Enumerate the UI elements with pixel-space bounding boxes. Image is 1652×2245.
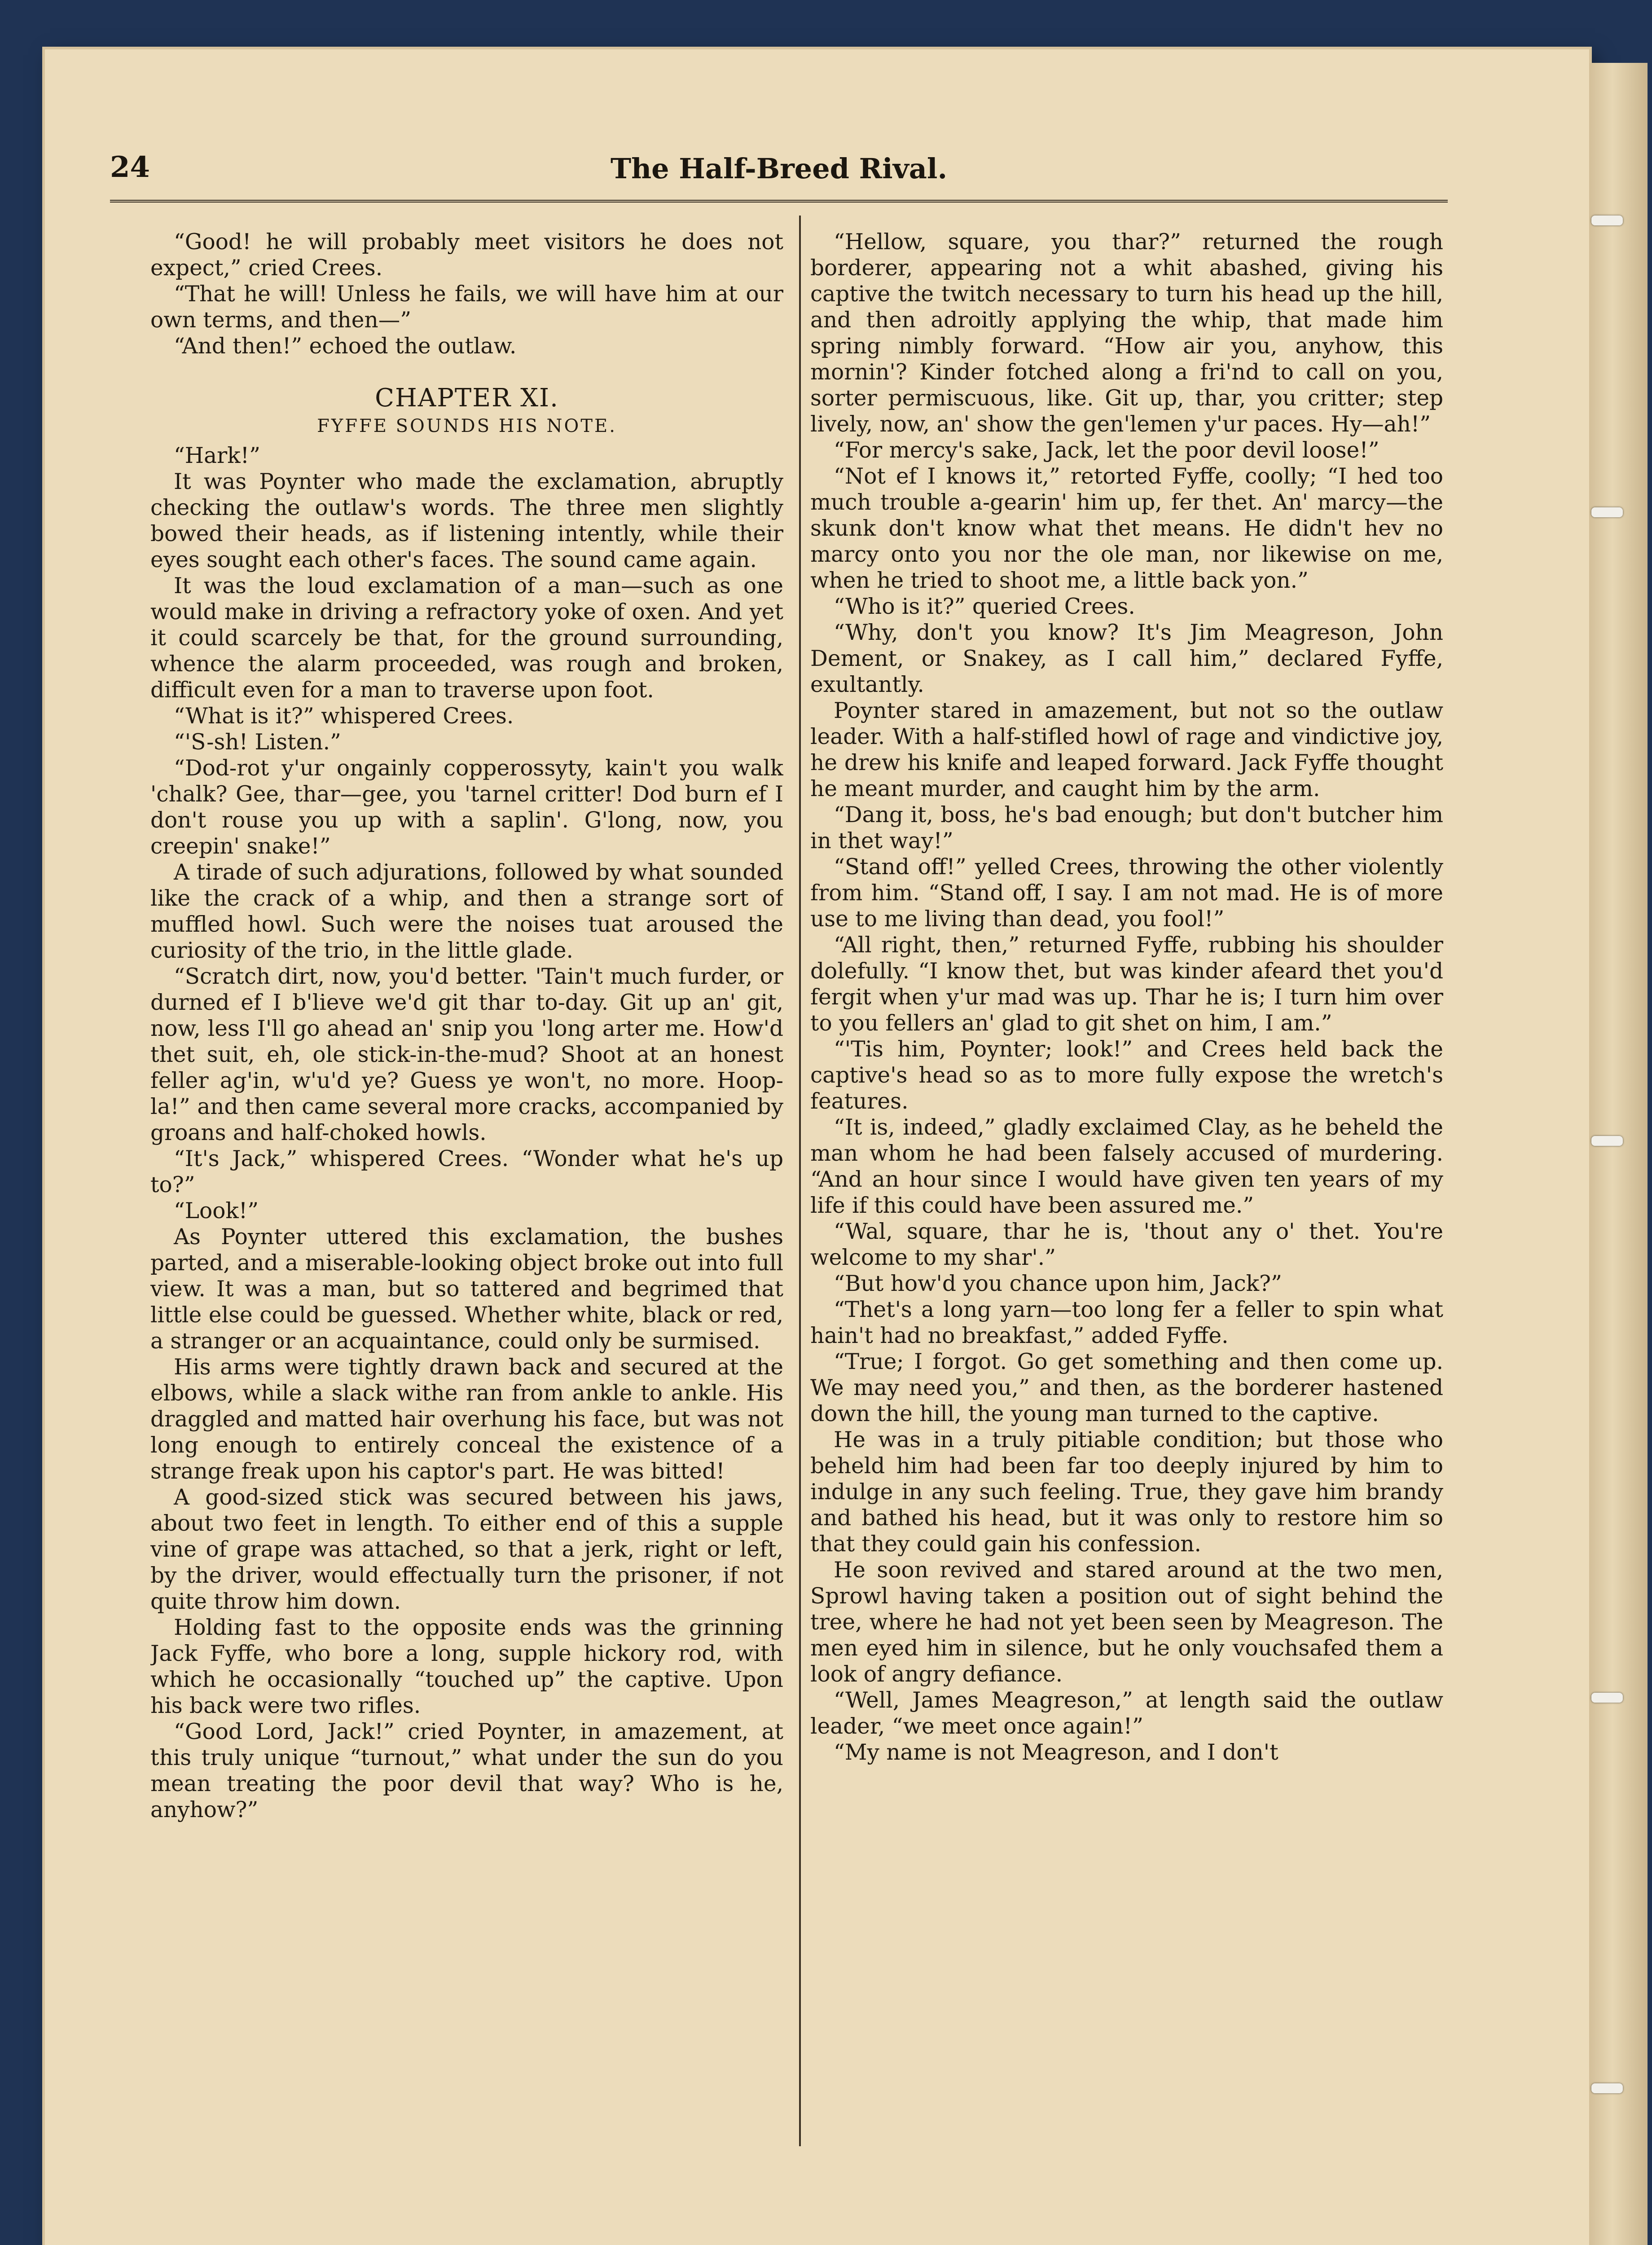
- staple: [1591, 1693, 1623, 1703]
- page-edge: [1589, 63, 1648, 2245]
- right-column: [810, 229, 1443, 2133]
- paragraph: A tirade of such adjurations, followed by what sounded like the crack of a whip, and then a strange sort of muffled howl. Such were the noises tuat aroused the curiosity of the trio, in the little glade.: [150, 860, 783, 963]
- paragraph: “Not ef I knows it,” retorted Fyffe, coolly; “I hed too much trouble a-gearin' him up, fer thet. An' marcy—the skunk don't know what thet means. He didn't hev no marcy onto you nor the ole man, nor likewise on me, when he tried to shoot me, a little back yon.”: [810, 464, 1443, 593]
- paragraph: “But how'd you chance upon him, Jack?”: [834, 1271, 1282, 1296]
- paragraph: “'Tis him, Poynter; look!” and Crees held back the captive's head so as to more fully expose the wretch's features.: [810, 1037, 1443, 1114]
- paragraph: “Stand off!” yelled Crees, throwing the other violently from him. “Stand off, I say. I am not mad. He is of more use to me living than dead, you fool!”: [810, 854, 1443, 932]
- paragraph: “Scratch dirt, now, you'd better. 'Tain't much furder, or durned ef I b'lieve we'd git thar to-day. Git up an' git, now, less I'll go ahead an' snip you 'long arter me. How'd thet suit, eh, ole stick-in-the-mud? Shoot at an honest feller ag'in, w'u'd ye? Guess ye won't, no more. Hoop-la!” and then came several more cracks, accompanied by groans and half-choked howls.: [150, 964, 783, 1145]
- paragraph: “My name is not Meagreson, and I don't: [834, 1740, 1279, 1765]
- paragraph: “All right, then,” returned Fyffe, rubbing his shoulder dolefully. “I know thet, but was kinder afeard thet you'd fergit when y'ur mad was up. Thar he is; I turn him over to you fellers an' glad to git shet on him, I am.”: [810, 933, 1443, 1036]
- paragraph: His arms were tightly drawn back and secured at the elbows, while a slack withe ran from ankle to ankle. His draggled and matted hair overhung his face, but was not long enough to entirely conceal the existence of a strange freak upon his captor's part. He was bitted!: [150, 1355, 783, 1484]
- left-column: [150, 229, 783, 2133]
- page-number: 24: [110, 150, 150, 184]
- staple: [1591, 2083, 1623, 2093]
- paragraph: “Good! he will probably meet visitors he does not expect,” cried Crees.: [150, 229, 783, 281]
- paragraph: “Thet's a long yarn—too long fer a feller to spin what hain't had no breakfast,” added Fyffe.: [810, 1297, 1443, 1348]
- paragraph: “It is, indeed,” gladly exclaimed Clay, as he beheld the man whom he had been falsely accused of murdering. “And an hour since I would have given ten years of my life if this could have been assured me.”: [810, 1115, 1443, 1218]
- staple: [1591, 507, 1623, 517]
- paragraph: “Good Lord, Jack!” cried Poynter, in amazement, at this truly unique “turnout,” what under the sun do you mean treating the poor devil that way? Who is he, anyhow?”: [150, 1719, 783, 1822]
- page-header: [110, 146, 1448, 202]
- paragraph: Holding fast to the opposite ends was the grinning Jack Fyffe, who bore a long, supple hickory rod, with which he occasionally “touched up” the captive. Upon his back were two rifles.: [150, 1615, 783, 1718]
- paragraph: Poynter stared in amazement, but not so the outlaw leader. With a half-stifled howl of rage and vindictive joy, he drew his knife and leaped forward. Jack Fyffe thought he meant murder, and caught him by the arm.: [810, 698, 1443, 801]
- chapter-subtitle: FYFFE SOUNDS HIS NOTE.: [317, 416, 617, 436]
- paragraph: “Dod-rot y'ur ongainly copperossyty, kain't you walk 'chalk? Gee, thar—gee, you 'tarnel critter! Dod burn ef I don't rouse you up with a saplin'. G'long, now, you creepin' snake!”: [150, 756, 783, 859]
- paragraph: “Look!”: [174, 1198, 259, 1224]
- paragraph: A good-sized stick was secured between his jaws, about two feet in length. To either end of this a supple vine of grape was attached, so that a jerk, right or left, by the driver, would effectually turn the prisoner, if not quite throw him down.: [150, 1485, 783, 1614]
- paragraph: As Poynter uttered this exclamation, the bushes parted, and a miserable-looking object broke out into full view. It was a man, but so tattered and begrimed that little else could be guessed. Whether white, black or red, a stranger or an acquaintance, could only be surmised.: [150, 1224, 783, 1354]
- paragraph: He soon revived and stared around at the two men, Sprowl having taken a position out of sight behind the tree, where he had not yet been seen by Meagreson. The men eyed him in silence, but he only vouchsafed them a look of angry defiance.: [810, 1558, 1443, 1687]
- paragraph: “Well, James Meagreson,” at length said the outlaw leader, “we meet once again!”: [810, 1688, 1443, 1739]
- paragraph: “And then!” echoed the outlaw.: [174, 334, 517, 359]
- staple: [1591, 1136, 1623, 1146]
- running-title: The Half-Breed Rival.: [610, 152, 948, 185]
- paragraph: “That he will! Unless he fails, we will have him at our own terms, and then—”: [150, 282, 783, 333]
- paragraph: “Who is it?” queried Crees.: [834, 594, 1135, 619]
- column-divider: [799, 216, 801, 2146]
- paragraph: It was Poynter who made the exclamation, abruptly checking the outlaw's words. The three men slightly bowed their heads, as if listening intently, while their eyes sought each other's faces. The sound came again.: [150, 469, 783, 572]
- chapter-heading: CHAPTER XI.: [375, 383, 559, 413]
- paragraph: “Wal, square, thar he is, 'thout any o' thet. You're welcome to my shar'.”: [810, 1219, 1443, 1270]
- paragraph: It was the loud exclamation of a man—such as one would make in driving a refractory yoke of oxen. And yet it could scarcely be that, for the ground surrounding, whence the alarm proceeded, was rough and broken, difficult even for a man to traverse upon foot.: [150, 573, 783, 703]
- paragraph: “Hark!”: [174, 443, 260, 468]
- paragraph: “What is it?” whispered Crees.: [174, 704, 514, 729]
- paragraph: “It's Jack,” whispered Crees. “Wonder what he's up to?”: [150, 1146, 783, 1197]
- paragraph: “For mercy's sake, Jack, let the poor devil loose!”: [834, 438, 1380, 463]
- paragraph: “'S-sh! Listen.”: [174, 730, 341, 755]
- staple: [1591, 216, 1623, 225]
- paragraph: “True; I forgot. Go get something and then come up. We may need you,” and then, as the borderer hastened down the hill, the young man turned to the captive.: [810, 1349, 1443, 1426]
- paragraph: “Hellow, square, you thar?” returned the rough borderer, appearing not a whit abashed, giving his captive the twitch necessary to turn his head up the hill, and then adroitly applying the whip, that made him spring nimbly forward. “How air you, anyhow, this mornin'? Kinder fotched along a fri'nd to call on you, sorter permiscuous, like. Git up, thar, you critter; step lively, now, an' show the gen'lemen y'ur paces. Hy—ah!”: [810, 229, 1443, 437]
- paragraph: “Dang it, boss, he's bad enough; but don't butcher him in thet way!”: [810, 802, 1443, 854]
- paragraph: He was in a truly pitiable condition; but those who beheld him had been far too deeply injured by him to indulge in any such feeling. True, they gave him brandy and bathed his head, but it was only to restore him so that they could gain his confession.: [810, 1427, 1443, 1557]
- paragraph: “Why, don't you know? It's Jim Meagreson, John Dement, or Snakey, as I call him,” declared Fyffe, exultantly.: [810, 620, 1443, 697]
